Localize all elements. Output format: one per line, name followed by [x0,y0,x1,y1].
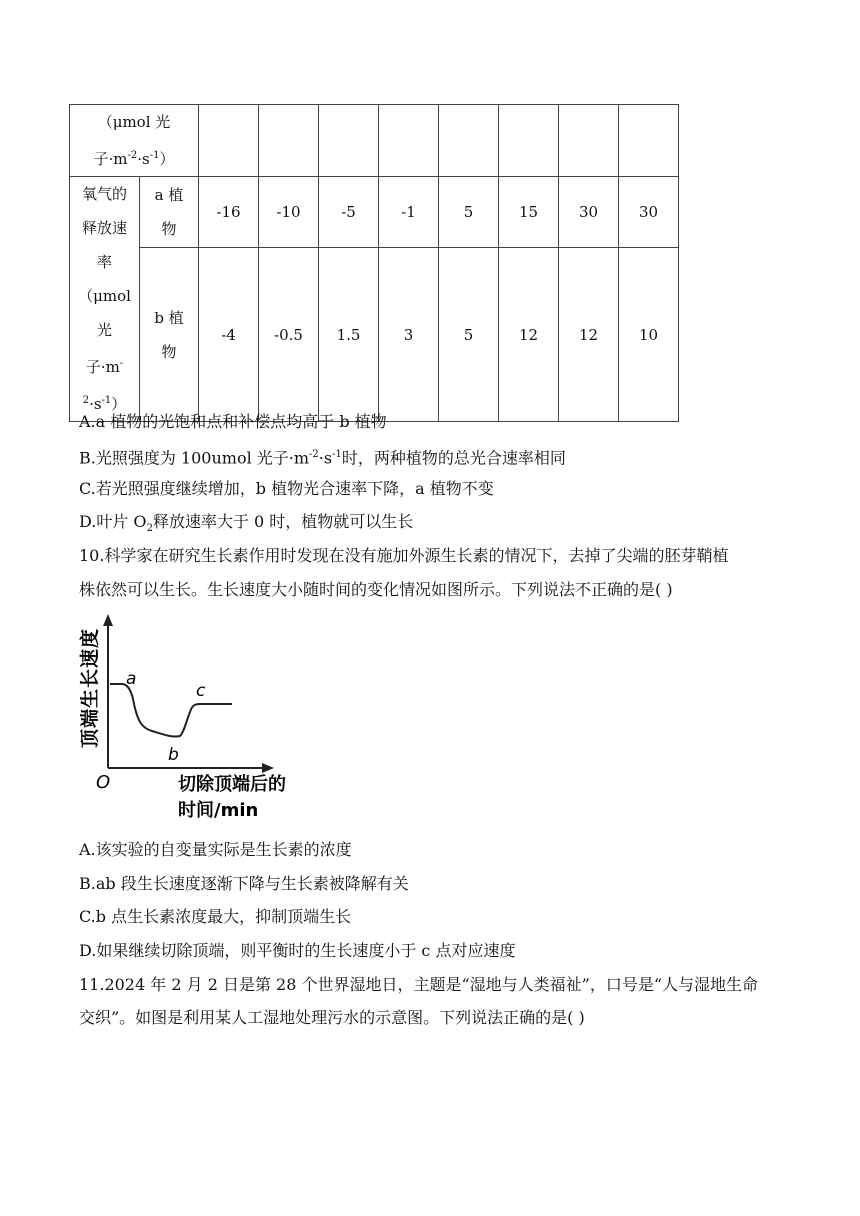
light-oxygen-table [69,104,679,422]
y-axis-arrow [103,614,113,626]
q10-stem-line1: 10.科学家在研究生长素作用时发现在没有施加外源生长素的情况下，去掉了尖端的胚芽鞘植 [79,546,729,565]
a-value: -16 [199,177,259,248]
b-value: 10 [619,248,679,422]
q10-option-a: A.该实验的自变量实际是生长素的浓度 [79,840,352,859]
empty-cell [559,105,619,177]
point-b-label: b [168,745,179,765]
table-row-plant-a [70,177,679,248]
point-a-label: a [126,669,137,689]
b-value: -0.5 [259,248,319,422]
a-value: 30 [619,177,679,248]
growth-speed-figure [72,614,312,828]
a-value: 15 [499,177,559,248]
header-unit-line1: （μmol 光 [97,113,171,131]
q10-option-d: D.如果继续切除顶端，则平衡时的生长速度小于 c 点对应速度 [79,941,516,960]
a-value: -5 [319,177,379,248]
x-axis-arrow [262,763,274,773]
q9-option-d: D.叶片 $O_2$释放速率大于 0 时，植物就可以生长 [79,512,414,535]
b-value: 1.5 [319,248,379,422]
plant-a-label: a 植 物 [140,177,199,248]
point-c-label: c [196,681,206,701]
b-value: 3 [379,248,439,422]
b-value: 5 [439,248,499,422]
growth-speed-curve [72,614,312,828]
x-axis-label-line2: 时间/min [178,800,259,821]
x-axis-label-line1: 切除顶端后的 [178,774,286,795]
row-label-cell: 氧气的 释放速 率 （μmol 光 子·m- $^2\cdot s^{-1}$） [70,177,140,422]
q11-stem-line2: 交织”。如图是利用某人工湿地处理污水的示意图。下列说法正确的是( ) [79,1008,585,1027]
header-unit-line2: 子$\cdot m^{-2}\cdot s^{-1}$） [93,150,175,168]
a-value: -10 [259,177,319,248]
q10-stem-line2: 株依然可以生长。生长速度大小随时间的变化情况如图所示。下列说法不正确的是( ) [79,580,673,599]
table-row [70,105,679,177]
b-value: 12 [559,248,619,422]
y-axis-label: 顶端生长速度 [79,627,101,748]
plant-b-label: b 植 物 [140,248,199,422]
a-value: 5 [439,177,499,248]
growth-curve [110,684,232,737]
a-value: 30 [559,177,619,248]
q9-option-a: A.a 植物的光饱和点和补偿点均高于 b 植物 [79,412,387,431]
q9-option-b: B.光照强度为 100umol 光子$\cdot m^{-2}\cdot s^{-1}$时，两种植物的总光合速率相同 [79,448,566,468]
empty-cell [439,105,499,177]
empty-cell [259,105,319,177]
b-value: -4 [199,248,259,422]
empty-cell [499,105,559,177]
q10-option-c: C.b 点生长素浓度最大，抑制顶端生长 [79,907,352,926]
header-unit-cell [70,105,199,177]
b-value: 12 [499,248,559,422]
empty-cell [619,105,679,177]
empty-cell [379,105,439,177]
a-value: -1 [379,177,439,248]
q9-option-c: C.若光照强度继续增加，b 植物光合速率下降，a 植物不变 [79,479,494,498]
origin-label: O [96,772,111,793]
q10-option-b: B.ab 段生长速度逐渐下降与生长素被降解有关 [79,874,409,893]
empty-cell [199,105,259,177]
empty-cell [319,105,379,177]
q11-stem-line1: 11.2024 年 2 月 2 日是第 28 个世界湿地日，主题是“湿地与人类福祉”，口号是“人与湿地生命 [79,975,759,994]
table-row-plant-b [70,248,679,422]
